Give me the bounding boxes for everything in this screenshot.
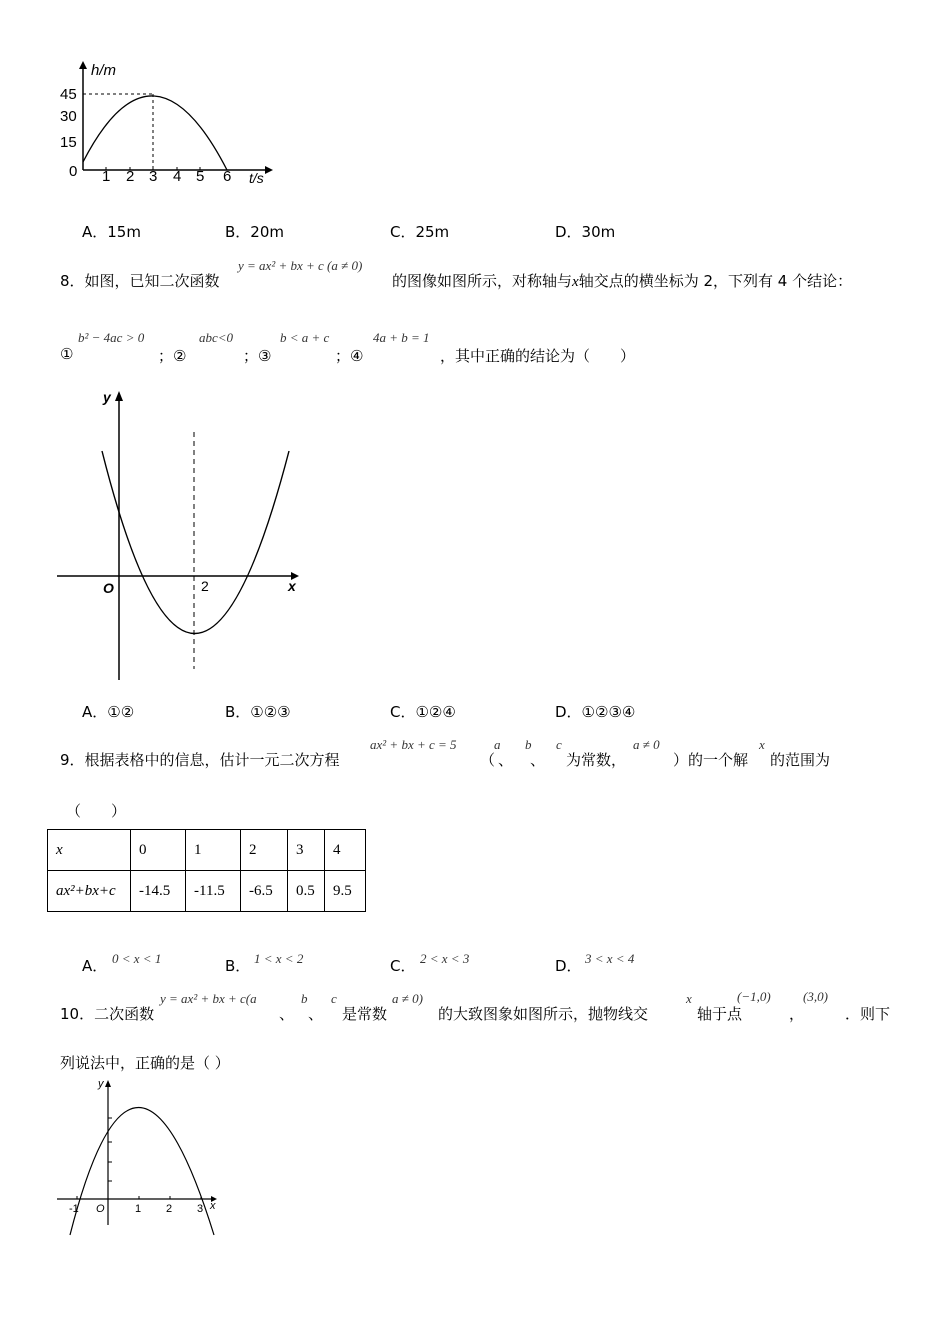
q10-formula: y = ax² + bx + c(a bbox=[160, 991, 257, 1006]
q8-parabola bbox=[102, 451, 289, 634]
q7-xtick: 4 bbox=[173, 168, 182, 185]
q9-intro: 9．根据表格中的信息，估计一元二次方程 bbox=[60, 751, 340, 769]
q9-var-a: a bbox=[494, 737, 501, 752]
q8-axis-label: 2 bbox=[201, 578, 209, 594]
q7-origin: 0 bbox=[69, 163, 78, 180]
q8-graph bbox=[55, 385, 305, 685]
q8-origin: O bbox=[103, 580, 114, 596]
table-row bbox=[48, 830, 366, 871]
q7-option-a[interactable]: A．15m bbox=[82, 223, 141, 241]
q7-xtick: 1 bbox=[102, 168, 111, 185]
q9-option-a-expr: 0 < x < 1 bbox=[112, 951, 162, 966]
q10-xtick: 3 bbox=[197, 1203, 204, 1215]
q7-xtick: 3 bbox=[149, 168, 158, 185]
q8-text: 的图像如图所示，对称轴与x轴交点的横坐标为 2，下列有 4 个结论： bbox=[392, 272, 853, 290]
table-cell: 3 bbox=[288, 830, 325, 871]
q7-ylabel: h/m bbox=[91, 62, 117, 79]
q9-formula: ax² + bx + c = 5 bbox=[370, 737, 457, 752]
q10-y-arrow-icon bbox=[105, 1080, 111, 1087]
q7-xtick: 2 bbox=[126, 168, 135, 185]
q9-table bbox=[47, 829, 366, 912]
q10-parabola bbox=[70, 1108, 214, 1236]
table-cell: -11.5 bbox=[186, 871, 241, 912]
q8-xlabel: x bbox=[288, 578, 296, 594]
q9-var-x: x bbox=[759, 737, 765, 752]
q8-sep: ；② bbox=[158, 347, 187, 365]
q8-c1-mark: ① bbox=[60, 345, 74, 363]
q10-comma: 、 bbox=[279, 1005, 295, 1023]
table-cell: 1 bbox=[186, 830, 241, 871]
q8-ylabel: y bbox=[103, 389, 111, 405]
table-cell: -6.5 bbox=[241, 871, 288, 912]
table-header-cell: x bbox=[48, 830, 131, 871]
q7-curve bbox=[83, 96, 227, 170]
q7-ytick: 30 bbox=[60, 108, 77, 125]
q8-y-arrow-icon bbox=[115, 391, 123, 401]
q9-comma: 、 bbox=[530, 751, 546, 769]
q9-text2: ）的一个解 bbox=[673, 751, 749, 769]
q10-comma: ， bbox=[789, 1005, 805, 1023]
q8-option-d[interactable]: D．①②③④ bbox=[555, 703, 636, 721]
q7-xtick: 6 bbox=[223, 168, 232, 185]
table-cell: 0 bbox=[131, 830, 186, 871]
q10-text4: ．则下 bbox=[845, 1005, 891, 1023]
q7-xtick: 5 bbox=[196, 168, 205, 185]
q10-comma: 、 bbox=[308, 1005, 324, 1023]
q9-option-c-expr: 2 < x < 3 bbox=[420, 951, 470, 966]
q7-xlabel: t/s bbox=[249, 170, 264, 186]
q8-option-c[interactable]: C．①②④ bbox=[390, 703, 456, 721]
q7-graph bbox=[55, 55, 285, 195]
q9-paren: （ bbox=[480, 751, 496, 769]
q10-var-c: c bbox=[331, 991, 337, 1006]
q8-number: 8．如图，已知二次函数 bbox=[60, 272, 220, 290]
q8-option-b[interactable]: B．①②③ bbox=[225, 703, 291, 721]
q7-option-d[interactable]: D．30m bbox=[555, 223, 616, 241]
q10-intro: 10．二次函数 bbox=[60, 1005, 155, 1023]
table-cell: 2 bbox=[241, 830, 288, 871]
q9-condition: a ≠ 0 bbox=[633, 737, 660, 752]
q9-option-d[interactable]: D． bbox=[555, 957, 582, 975]
q8-conclusion-4: 4a + b = 1 bbox=[373, 330, 430, 345]
q10-condition: a ≠ 0) bbox=[392, 991, 423, 1006]
q9-answer-blank: （ ） bbox=[66, 802, 127, 820]
q9-var-c: c bbox=[556, 737, 562, 752]
q10-const-text: 是常数 bbox=[342, 1005, 388, 1023]
q10-point-2: (3,0) bbox=[803, 989, 828, 1004]
q9-option-d-expr: 3 < x < 4 bbox=[585, 951, 635, 966]
q10-origin: O bbox=[96, 1203, 105, 1215]
q9-var-b: b bbox=[525, 737, 532, 752]
q9-comma: 、 bbox=[498, 751, 514, 769]
q10-var-x: x bbox=[686, 991, 692, 1006]
q9-option-b-expr: 1 < x < 2 bbox=[254, 951, 304, 966]
q10-xtick: 2 bbox=[166, 1203, 173, 1215]
q10-line2: 列说法中，正确的是（ ） bbox=[60, 1054, 230, 1072]
q9-const-text: 为常数， bbox=[566, 751, 627, 769]
q10-text3: 轴于点 bbox=[697, 1005, 743, 1023]
q7-y-arrow-icon bbox=[79, 61, 87, 69]
q10-xlabel: x bbox=[210, 1200, 216, 1212]
q8-conclusion-2: abc<0 bbox=[199, 330, 234, 345]
q8-formula: y = ax² + bx + c (a ≠ 0) bbox=[238, 258, 363, 273]
q9-text3: 的范围为 bbox=[770, 751, 831, 769]
q10-graph bbox=[55, 1075, 230, 1240]
table-header-cell: ax²+bx+c bbox=[48, 871, 131, 912]
q7-option-b[interactable]: B．20m bbox=[225, 223, 284, 241]
q10-ylabel: y bbox=[98, 1078, 104, 1090]
q7-ytick: 15 bbox=[60, 134, 77, 151]
table-row bbox=[48, 871, 366, 912]
q8-option-a[interactable]: A．①② bbox=[82, 703, 135, 721]
table-cell: 0.5 bbox=[288, 871, 325, 912]
q7-option-c[interactable]: C．25m bbox=[390, 223, 450, 241]
table-cell: 4 bbox=[325, 830, 366, 871]
q9-option-c[interactable]: C． bbox=[390, 957, 416, 975]
q8-sep: ；④ bbox=[335, 347, 364, 365]
q10-xtick: 1 bbox=[135, 1203, 142, 1215]
q8-conclusion-3: b < a + c bbox=[280, 330, 330, 345]
q8-ending: ，其中正确的结论为（ ） bbox=[440, 347, 636, 365]
q8-sep: ；③ bbox=[243, 347, 272, 365]
q10-text2: 的大致图象如图所示，抛物线交 bbox=[438, 1005, 649, 1023]
q8-conclusion-1: b² − 4ac > 0 bbox=[78, 330, 145, 345]
table-cell: -14.5 bbox=[131, 871, 186, 912]
q10-point-1: (−1,0) bbox=[737, 989, 771, 1004]
q10-xtick: -1 bbox=[69, 1203, 79, 1215]
q10-var-b: b bbox=[301, 991, 308, 1006]
q9-option-a[interactable]: A． bbox=[82, 957, 108, 975]
q7-ytick: 45 bbox=[60, 86, 77, 103]
q9-option-b[interactable]: B． bbox=[225, 957, 251, 975]
table-cell: 9.5 bbox=[325, 871, 366, 912]
q7-x-arrow-icon bbox=[265, 166, 273, 174]
